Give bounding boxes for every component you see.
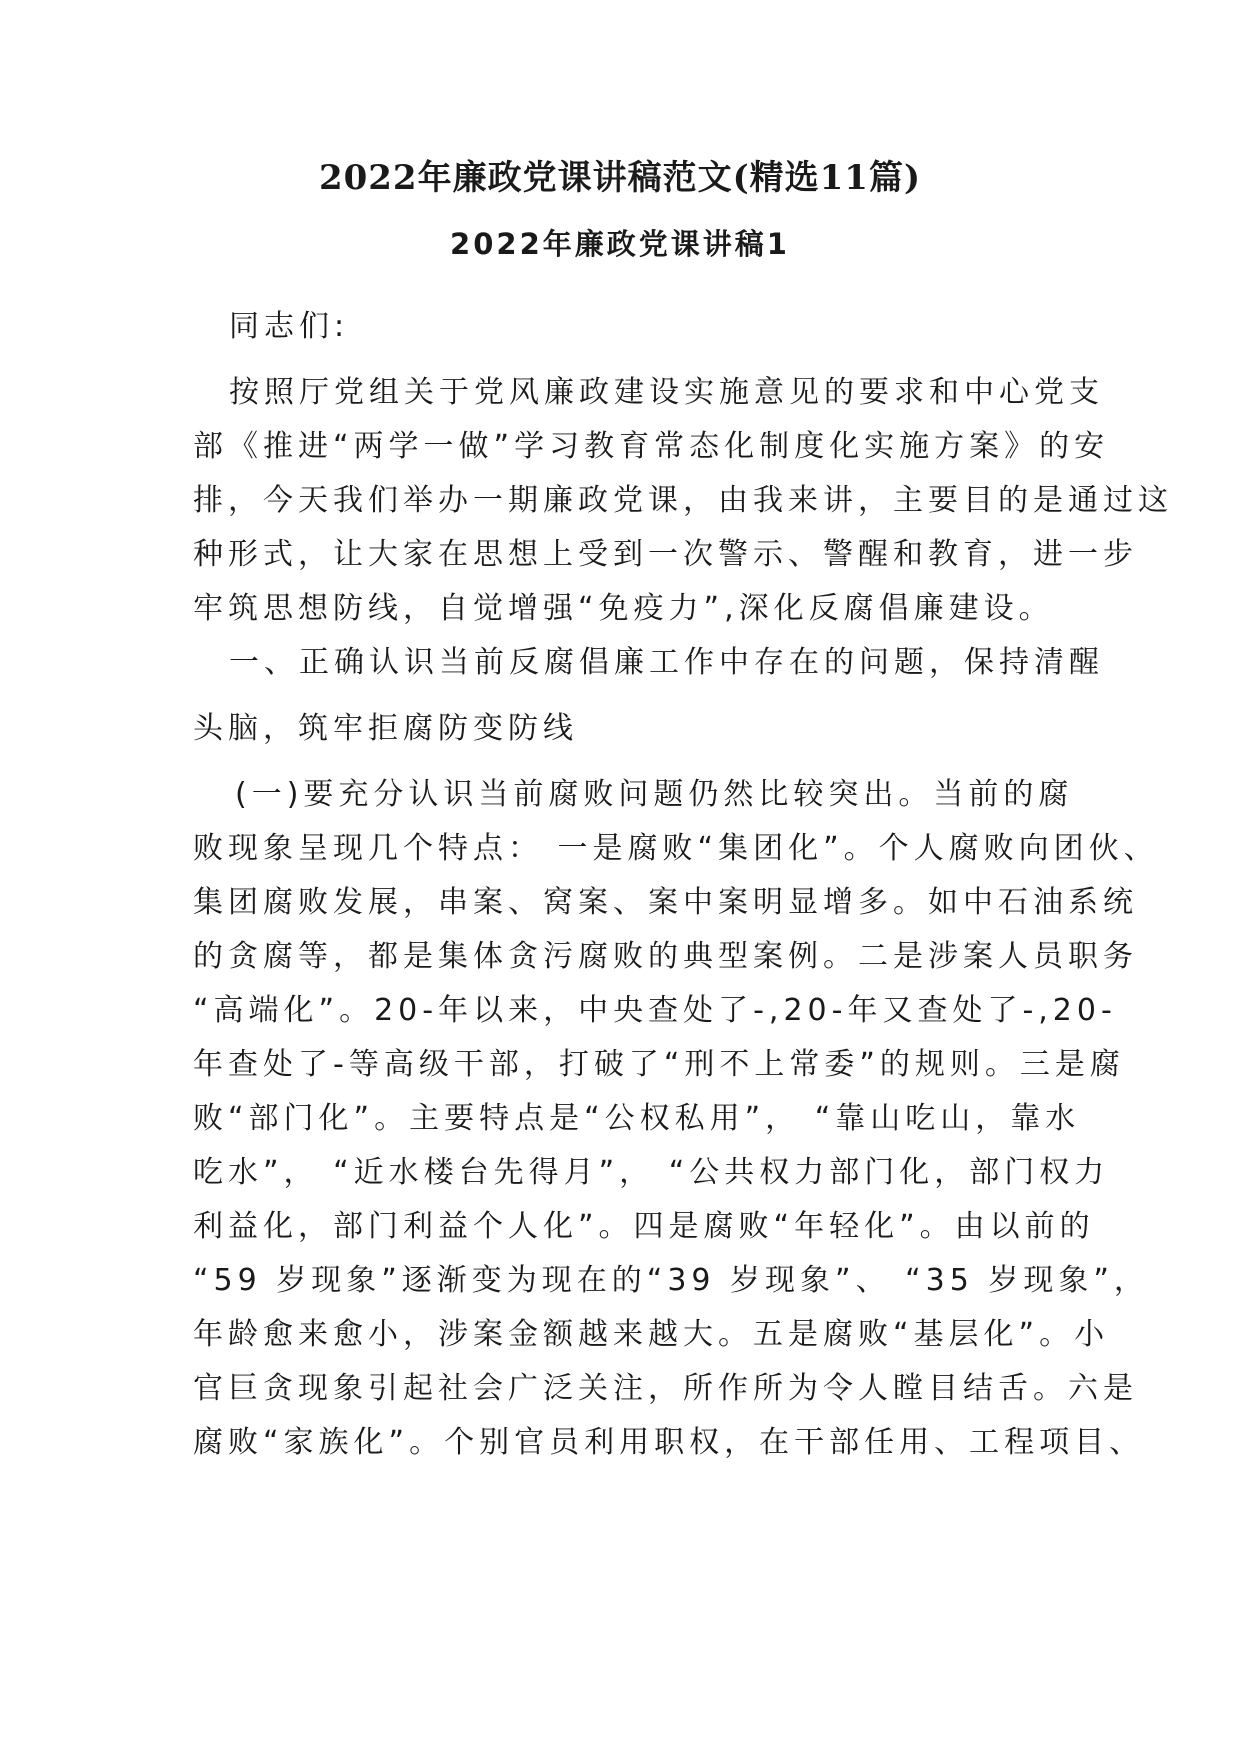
section-heading-line: 一、正确认识当前反腐倡廉工作中存在的问题，保持清醒 <box>229 645 1104 680</box>
paragraph-line: 按照厅党组关于党风廉政建设实施意见的要求和中心党支 <box>229 375 1104 410</box>
paragraph-line: 年查处了-等高级干部，打破了“刑不上常委”的规则。三是腐 <box>193 1047 1125 1082</box>
document-body <box>193 300 1173 1470</box>
paragraph-line: “59 岁现象”逐渐变为现在的“39 岁现象”、 “35 岁现象”， <box>193 1263 1149 1298</box>
paragraph-line: 的贪腐等，都是集体贪污腐败的典型案例。二是涉案人员职务 <box>193 939 1138 974</box>
paragraph-line: 集团腐败发展，串案、窝案、案中案明显增多。如中石油系统 <box>193 885 1138 920</box>
paragraph-line: 吃水”， “近水楼台先得月”， “公共权力部门化，部门权力 <box>193 1155 1110 1190</box>
paragraph-line: 种形式，让大家在思想上受到一次警示、警醒和教育，进一步 <box>193 537 1138 572</box>
paragraph-line: 年龄愈来愈小，涉案金额越来越大。五是腐败“基层化”。小 <box>193 1317 1110 1352</box>
paragraph-line: (一)要充分认识当前腐败问题仍然比较突出。当前的腐 <box>235 777 1074 812</box>
document-title: 2022年廉政党课讲稿范文(精选11篇) <box>318 158 922 198</box>
paragraph-line: “高端化”。20-年以来，中央查处了-,20-年又查处了-,20- <box>193 993 1117 1028</box>
paragraph-line: 败现象呈现几个特点： 一是腐败“集团化”。个人腐败向团伙、 <box>193 831 1159 866</box>
paragraph-line: 败“部门化”。主要特点是“公权私用”， “靠山吃山，靠水 <box>193 1101 1081 1136</box>
paragraph-line: 排，今天我们举办一期廉政党课，由我来讲，主要目的是通过这 <box>193 483 1173 518</box>
paragraph-line: 官巨贪现象引起社会广泛关注，所作所为令人瞠目结舌。六是 <box>193 1371 1138 1406</box>
document-subtitle: 2022年廉政党课讲稿1 <box>450 227 790 261</box>
paragraph-line: 腐败“家族化”。个别官员利用职权，在干部任用、工程项目、 <box>193 1425 1145 1460</box>
greeting: 同志们: <box>229 309 350 344</box>
paragraph-line: 部《推进“两学一做”学习教育常态化制度化实施方案》的安 <box>193 429 1110 464</box>
paragraph-line: 牢筑思想防线，自觉增强“免疫力”,深化反腐倡廉建设。 <box>193 591 1054 626</box>
section-heading-line: 头脑，筑牢拒腐防变防线 <box>193 711 578 746</box>
paragraph-line: 利益化，部门利益个人化”。四是腐败“年轻化”。由以前的 <box>193 1209 1095 1244</box>
